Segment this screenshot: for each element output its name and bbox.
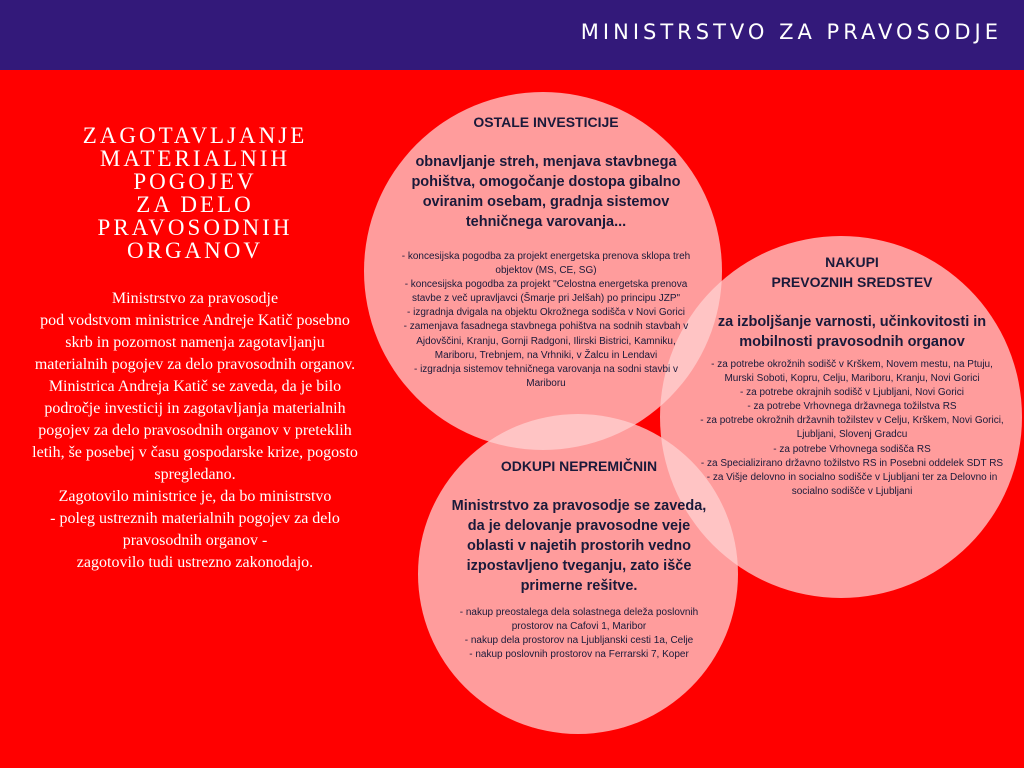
intro-paragraph: Ministrstvo za pravosodje bbox=[111, 290, 279, 307]
main-title-line: ZAGOTAVLJANJE bbox=[82, 123, 308, 148]
list-item: - za potrebe Vrhovnega državnega tožilstva RS bbox=[747, 401, 957, 413]
list-item: - za potrebe Vrhovnega sodišča RS bbox=[773, 443, 931, 455]
main-title-line: ORGANOV bbox=[127, 238, 263, 263]
odkupi-list bbox=[448, 606, 710, 662]
intro-paragraph: zagotovilo tudi ustrezno zakonodajo. bbox=[76, 554, 314, 571]
nakupi-prevoznih-sredstev-block bbox=[696, 252, 1008, 499]
main-title-line: PRAVOSODNIH bbox=[97, 215, 293, 240]
nakupi-list bbox=[696, 358, 1008, 499]
list-item: - za Specializirano državno tožilstvo RS in Posebni oddelek SDT RS bbox=[700, 457, 1004, 469]
main-title-line: MATERIALNIH bbox=[99, 146, 291, 171]
list-item: - izgradnja sistemov tehničnega varovanja na sodni stavbi v Mariboru bbox=[413, 363, 679, 389]
list-item: - izgradnja dvigala na objektu Okrožnega sodišča v Novi Gorici bbox=[407, 307, 685, 319]
header-title: MINISTRSTVO ZA PRAVOSODJE bbox=[580, 20, 1002, 44]
ostale-investicije-list bbox=[396, 250, 696, 391]
ostale-investicije-title: OSTALE INVESTICIJE bbox=[473, 114, 619, 130]
odkupi-nepremicnin-block bbox=[448, 456, 710, 662]
ostale-investicije-block bbox=[396, 112, 696, 391]
odkupi-title: ODKUPI NEPREMIČNIN bbox=[500, 458, 658, 474]
header-bar bbox=[0, 0, 1024, 70]
list-item: - koncesijska pogodba za projekt "Celostna energetska prenova stavbe z več upravljavci (Šmarje pri Jelšah) po principu JZP" bbox=[404, 279, 688, 305]
nakupi-title: NAKUPI PREVOZNIH SREDSTEV bbox=[771, 254, 933, 290]
list-item: - koncesijska pogodba za projekt energetska prenova sklopa treh objektov (MS, CE, SG) bbox=[401, 251, 691, 277]
list-item: - nakup poslovnih prostorov na Ferrarski 7, Koper bbox=[469, 649, 689, 661]
odkupi-subtitle: Ministrstvo za pravosodje se zaveda, da je delovanje pravosodne veje oblasti v najetih prostorih vedno izpostavljeno tveganju, zato išče primerne rešitve. bbox=[451, 498, 707, 594]
nakupi-subtitle: za izboljšanje varnosti, učinkovitosti in mobilnosti pravosodnih organov bbox=[717, 314, 987, 350]
list-item: - za potrebe okrožnih sodišč v Krškem, Novem mestu, na Ptuju, Murski Soboti, Kopru, Celju, Mariboru, Kranju, Novi Gorici bbox=[711, 359, 993, 385]
main-title-line: POGOJEV bbox=[133, 169, 257, 194]
list-item: - nakup dela prostorov na Ljubljanski cesti 1a, Celje bbox=[464, 635, 694, 647]
intro-paragraph: - poleg ustreznih materialnih pogojev za delo pravosodnih organov - bbox=[50, 510, 340, 549]
main-title-line: ZA DELO bbox=[136, 192, 254, 217]
list-item: - zamenjava fasadnega stavbnega pohištva na sodnih stavbah v Ajdovščini, Kranju, Gornji Radgoni, Ilirski Bistrici, Kamniku, Mariboru, Trebnjem, na Vrhniki, v Žalcu in Lendavi bbox=[403, 321, 689, 361]
ostale-investicije-subtitle: obnavljanje streh, menjava stavbnega pohištva, omogočanje dostopa gibalno oviranim osebam, gradnja sistemov tehničnega varovanja... bbox=[411, 154, 681, 230]
list-item: - nakup preostalega dela solastnega deleža poslovnih prostorov na Cafovi 1, Maribor bbox=[459, 607, 699, 633]
main-title bbox=[40, 124, 350, 262]
intro-paragraph: pod vodstvom ministrice Andreje Katič posebno skrb in pozornost namenja zagotavljanju materialnih pogojev za delo pravosodnih organov. bbox=[34, 312, 356, 373]
intro-paragraph: Zagotovilo ministrice je, da bo ministrstvo bbox=[58, 488, 332, 505]
intro-text bbox=[32, 288, 358, 574]
intro-paragraph: Ministrica Andreja Katič se zaveda, da je bilo področje investicij in zagotavljanja materialnih pogojev za delo pravosodnih organov v preteklih letih, še posebej v času gospodarske krize, pogosto spregledano. bbox=[32, 378, 358, 483]
list-item: - za Višje delovno in socialno sodišče v Ljubljani ter za Delovno in socialno sodišče v Ljubljani bbox=[706, 471, 998, 497]
list-item: - za potrebe okrajnih sodišč v Ljubljani, Novi Gorici bbox=[740, 387, 964, 399]
list-item: - za potrebe okrožnih državnih tožilstev v Celju, Krškem, Novi Gorici, Ljubljani, Slovenj Gradcu bbox=[700, 415, 1004, 441]
